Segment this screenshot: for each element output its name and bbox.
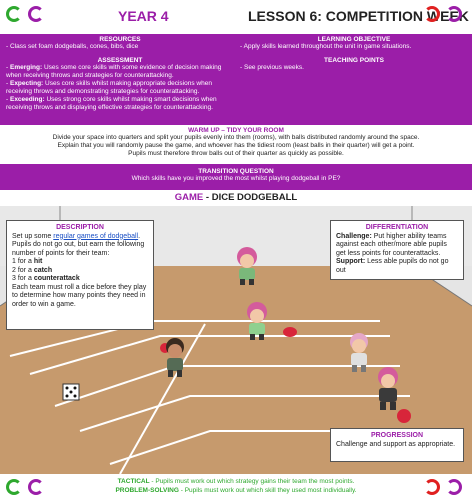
logo-icon <box>28 479 44 495</box>
description-panel <box>6 220 154 330</box>
pupil-figure <box>240 301 274 341</box>
header <box>0 0 472 34</box>
progression-panel <box>330 428 464 462</box>
support-text: Support: Less able pupils do not go out <box>336 258 449 274</box>
progression-text: Challenge and support as appropriate. <box>336 440 456 448</box>
right-column <box>240 34 468 72</box>
differentiation-heading: DIFFERENTIATION <box>365 224 429 231</box>
warmup-line: Divide your space into quarters and split your pupils evenly into them (rooms), with balls distributed randomly around the space. <box>52 134 420 141</box>
dodgeball <box>283 327 297 337</box>
resources-heading: RESOURCES <box>99 36 141 43</box>
info-block <box>0 34 472 124</box>
lesson-title: LESSON 6: COMPETITION WEEK <box>248 8 469 24</box>
logo-icon <box>6 6 22 22</box>
logo-icon <box>446 479 462 495</box>
game-name: DICE DODGEBALL <box>211 192 298 203</box>
transition-question: Which skills have you improved the most whilst playing dodgeball in PE? <box>131 175 341 182</box>
game-scene <box>0 206 472 474</box>
points-item: 2 for a catch <box>12 266 53 274</box>
resources-text: - Class set foam dodgeballs, cones, bibs, dice <box>6 43 139 50</box>
dice-icon <box>63 384 79 400</box>
assessment-expecting: - Expecting: Uses core skills whilst making appropriate decisions when receiving throws and demonstrating strategies for counterattacking. <box>6 80 212 95</box>
footer <box>0 474 472 500</box>
dodgeball-link[interactable]: regular games of dodgeball <box>53 232 139 240</box>
differentiation-panel <box>330 220 464 280</box>
warmup-section <box>0 124 472 164</box>
teaching-points-heading: TEACHING POINTS <box>324 57 384 64</box>
pupil-figure <box>230 246 264 286</box>
warmup-heading: WARM UP – TIDY YOUR ROOM <box>188 127 284 134</box>
transition-heading: TRANSITION QUESTION <box>198 168 274 175</box>
warmup-line: Explain that you will randomly pause the game, and whoever has the tidiest room (least balls in their quarter) will get a point. <box>57 142 415 149</box>
objective-heading: LEARNING OBJECTIVE <box>317 36 391 43</box>
game-label: GAME <box>174 192 204 203</box>
description-intro: Set up some regular games of dodgeball. Pupils do not go out, but earn the following number of points for their team: <box>12 232 145 257</box>
pupil-figure <box>370 366 406 412</box>
description-outro: Each team must roll a dice before they play to determine how many points they need in order to win a game. <box>12 283 147 308</box>
problem-solving-line: PROBLEM-SOLVING - Pupils must work out which skill they used most individually. <box>115 487 357 494</box>
logo-icon <box>28 6 44 22</box>
teaching-points-text: - See previous weeks. <box>240 64 304 71</box>
assessment-heading: ASSESSMENT <box>97 57 143 64</box>
transition-section <box>0 164 472 190</box>
game-title: GAME - DICE DODGEBALL <box>174 192 298 203</box>
logo-icon <box>6 479 22 495</box>
logo-icon <box>424 6 440 22</box>
logo-icon <box>424 479 440 495</box>
points-item: 1 for a hit <box>12 258 43 265</box>
left-column <box>6 34 234 112</box>
tactical-line: TACTICAL - Pupils must work out which strategy gains their team the most points. <box>117 478 355 485</box>
year-label: YEAR 4 <box>118 8 169 24</box>
progression-heading: PROGRESSION <box>370 432 424 439</box>
assessment-exceeding: - Exceeding: Uses strong core skills whilst making smart decisions when receiving throws and displaying effective strategies for counterattacking. <box>6 96 217 111</box>
description-heading: DESCRIPTION <box>56 224 104 231</box>
logo-icon <box>446 6 462 22</box>
points-item: 3 for a counterattack <box>12 275 80 282</box>
challenge-text: Challenge: Put higher ability teams against each other/more able pupils get less points for counterattacks. <box>336 232 447 257</box>
objective-text: - Apply skills learned throughout the unit in game situations. <box>240 43 412 50</box>
assessment-emerging: - Emerging: Uses some core skills with some evidence of decision making when receiving throws and strategies for counterattacking. <box>6 64 222 79</box>
pupil-figure <box>158 336 192 378</box>
warmup-line: Pupils must therefore throw balls out of their quarter as quickly as possible. <box>128 150 344 157</box>
